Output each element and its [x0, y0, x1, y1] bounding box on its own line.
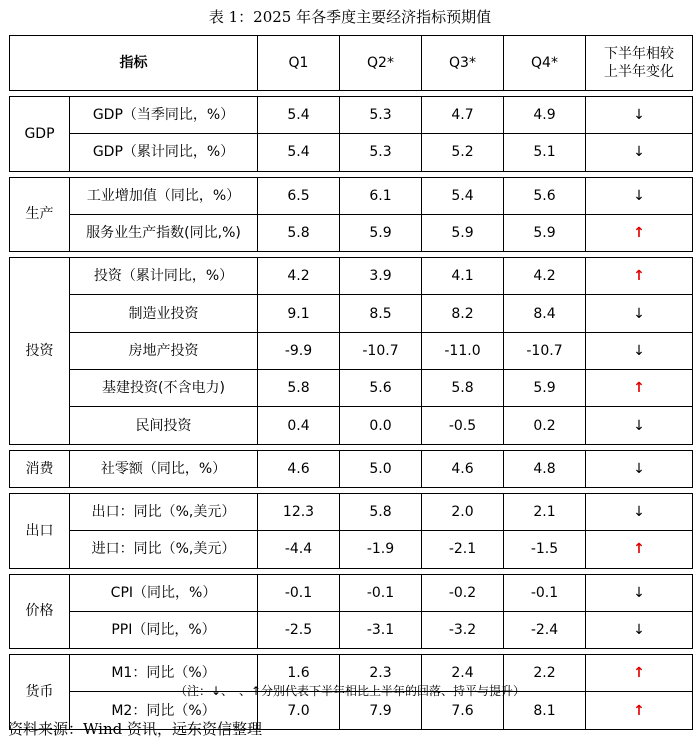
- q2-cell: 7.9: [340, 692, 422, 729]
- q3-cell: 5.4: [422, 177, 504, 214]
- q3-cell: 4.7: [422, 97, 504, 134]
- q4-cell: -0.1: [504, 574, 586, 611]
- q4-cell: 4.2: [504, 258, 586, 295]
- group-label: 出口: [10, 493, 70, 568]
- change-cell: ↓: [586, 407, 693, 444]
- group-label: GDP: [10, 97, 70, 172]
- change-cell: ↓: [586, 134, 693, 171]
- q3-cell: 8.2: [422, 295, 504, 332]
- table-row: [10, 97, 693, 134]
- q1-cell: 12.3: [258, 493, 340, 530]
- q3-cell: 5.9: [422, 214, 504, 251]
- q1-cell: 5.4: [258, 97, 340, 134]
- q2-cell: 0.0: [340, 407, 422, 444]
- indicator-table: [9, 35, 693, 730]
- q2-cell: 5.3: [340, 97, 422, 134]
- table-row: [10, 450, 693, 487]
- q2-cell: -3.1: [340, 611, 422, 648]
- q2-cell: 5.0: [340, 450, 422, 487]
- q3-cell: -2.1: [422, 531, 504, 568]
- indicator-cell: GDP（累计同比，%）: [70, 134, 258, 171]
- header-row: [10, 36, 693, 91]
- indicator-cell: 房地产投资: [70, 332, 258, 369]
- q2-cell: 3.9: [340, 258, 422, 295]
- q1-cell: 5.4: [258, 134, 340, 171]
- q4-cell: -2.4: [504, 611, 586, 648]
- table-row: [10, 493, 693, 530]
- q4-cell: -10.7: [504, 332, 586, 369]
- change-cell: ↑: [586, 370, 693, 407]
- table-row: [10, 574, 693, 611]
- q1-cell: 0.4: [258, 407, 340, 444]
- q3-cell: 5.8: [422, 370, 504, 407]
- q1-cell: 9.1: [258, 295, 340, 332]
- table-row: [10, 258, 693, 295]
- group-label: 货币: [10, 655, 70, 730]
- q2-cell: -10.7: [340, 332, 422, 369]
- indicator-cell: 社零额（同比，%）: [70, 450, 258, 487]
- q4-cell: 2.1: [504, 493, 586, 530]
- q4-cell: 5.6: [504, 177, 586, 214]
- q3-cell: -11.0: [422, 332, 504, 369]
- header-q4: Q4*: [504, 36, 586, 91]
- q1-cell: -4.4: [258, 531, 340, 568]
- indicator-cell: GDP（当季同比，%）: [70, 97, 258, 134]
- q4-cell: 5.9: [504, 370, 586, 407]
- q2-cell: 6.1: [340, 177, 422, 214]
- table-row: [10, 214, 693, 251]
- q3-cell: -0.5: [422, 407, 504, 444]
- header-indicator: 指标: [10, 36, 258, 91]
- table-row: [10, 611, 693, 648]
- indicator-cell: 制造业投资: [70, 295, 258, 332]
- group-label: 消费: [10, 450, 70, 487]
- change-cell: ↓: [586, 177, 693, 214]
- change-cell: ↑: [586, 531, 693, 568]
- table-row: [10, 407, 693, 444]
- q2-cell: 2.3: [340, 655, 422, 692]
- indicator-cell: 工业增加值（同比，%）: [70, 177, 258, 214]
- q1-cell: -2.5: [258, 611, 340, 648]
- q1-cell: 1.6: [258, 655, 340, 692]
- q2-cell: 5.9: [340, 214, 422, 251]
- change-cell: ↓: [586, 611, 693, 648]
- change-cell: ↓: [586, 493, 693, 530]
- q2-cell: 5.3: [340, 134, 422, 171]
- q4-cell: 4.9: [504, 97, 586, 134]
- q4-cell: 4.8: [504, 450, 586, 487]
- change-cell: ↓: [586, 450, 693, 487]
- q4-cell: 5.1: [504, 134, 586, 171]
- q4-cell: 0.2: [504, 407, 586, 444]
- q3-cell: 2.4: [422, 655, 504, 692]
- header-q3: Q3*: [422, 36, 504, 91]
- q3-cell: 2.0: [422, 493, 504, 530]
- indicator-cell: M2：同比（%）: [70, 692, 258, 729]
- indicator-cell: M1：同比（%）: [70, 655, 258, 692]
- header-q2: Q2*: [340, 36, 422, 91]
- q2-cell: -0.1: [340, 574, 422, 611]
- indicator-cell: 服务业生产指数(同比,%): [70, 214, 258, 251]
- indicator-cell: 基建投资(不含电力): [70, 370, 258, 407]
- data-source: 资料来源：Wind 资讯，远东资信整理: [8, 720, 262, 738]
- q3-cell: 4.6: [422, 450, 504, 487]
- change-cell: ↑: [586, 655, 693, 692]
- q3-cell: -0.2: [422, 574, 504, 611]
- q1-cell: 7.0: [258, 692, 340, 729]
- table-title: 表 1：2025 年各季度主要经济指标预期值: [208, 8, 492, 26]
- table-row: [10, 295, 693, 332]
- q2-cell: -1.9: [340, 531, 422, 568]
- q2-cell: 8.5: [340, 295, 422, 332]
- change-cell: ↑: [586, 214, 693, 251]
- table-note: （注：↓、–、↑分别代表下半年相比上半年的回落、持平与提升）: [174, 684, 526, 698]
- q1-cell: 5.8: [258, 214, 340, 251]
- q3-cell: 7.6: [422, 692, 504, 729]
- group-label: 投资: [10, 258, 70, 444]
- q3-cell: 5.2: [422, 134, 504, 171]
- header-change: [586, 36, 693, 91]
- change-cell: ↑: [586, 692, 693, 729]
- group-label: 价格: [10, 574, 70, 649]
- table-row: [10, 332, 693, 369]
- indicator-cell: 民间投资: [70, 407, 258, 444]
- q1-cell: 4.6: [258, 450, 340, 487]
- indicator-cell: 进口：同比（%,美元）: [70, 531, 258, 568]
- change-cell: ↓: [586, 97, 693, 134]
- header-change-line1: 下半年相较: [604, 46, 674, 62]
- change-cell: ↓: [586, 295, 693, 332]
- q1-cell: -9.9: [258, 332, 340, 369]
- q2-cell: 5.6: [340, 370, 422, 407]
- indicator-cell: 出口：同比（%,美元）: [70, 493, 258, 530]
- table-row: [10, 370, 693, 407]
- header-q1: Q1: [258, 36, 340, 91]
- table-row: [10, 134, 693, 171]
- change-cell: ↓: [586, 332, 693, 369]
- change-cell: ↓: [586, 574, 693, 611]
- header-change-line2: 上半年变化: [604, 64, 674, 80]
- q4-cell: -1.5: [504, 531, 586, 568]
- q3-cell: -3.2: [422, 611, 504, 648]
- indicator-cell: PPI（同比，%）: [70, 611, 258, 648]
- group-label: 生产: [10, 177, 70, 252]
- table-row: [10, 177, 693, 214]
- indicator-cell: 投资（累计同比，%）: [70, 258, 258, 295]
- q1-cell: -0.1: [258, 574, 340, 611]
- q3-cell: 4.1: [422, 258, 504, 295]
- q1-cell: 5.8: [258, 370, 340, 407]
- indicator-cell: CPI（同比，%）: [70, 574, 258, 611]
- q1-cell: 4.2: [258, 258, 340, 295]
- q1-cell: 6.5: [258, 177, 340, 214]
- change-cell: ↑: [586, 258, 693, 295]
- q4-cell: 5.9: [504, 214, 586, 251]
- q4-cell: 8.1: [504, 692, 586, 729]
- q4-cell: 8.4: [504, 295, 586, 332]
- q4-cell: 2.2: [504, 655, 586, 692]
- q2-cell: 5.8: [340, 493, 422, 530]
- table-row: [10, 531, 693, 568]
